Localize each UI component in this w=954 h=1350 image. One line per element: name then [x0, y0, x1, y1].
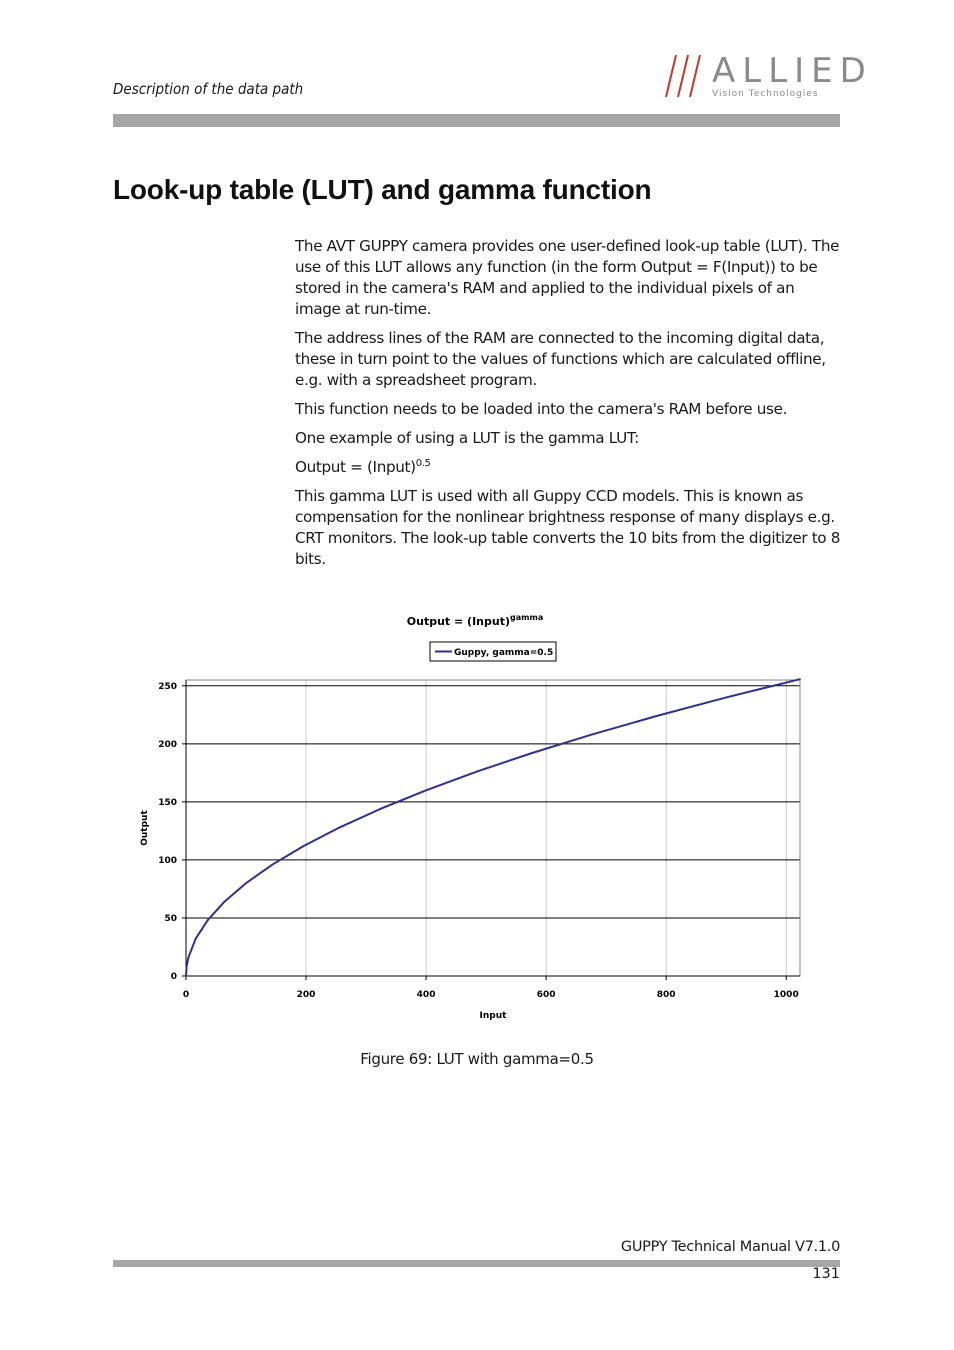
body-text — [295, 236, 843, 578]
series-point — [656, 715, 658, 717]
series-point — [186, 966, 188, 968]
paragraph-address-lines: The address lines of the RAM are connected to the incoming digital data, these in turn point to the values of functions which are calculated offline, e.g. with a spreadsheet program. — [295, 329, 826, 389]
y-tick-label: 250 — [158, 681, 177, 692]
series-point — [476, 771, 478, 773]
running-header-section: Description of the data path — [113, 80, 304, 98]
logo-slashes-icon — [664, 55, 710, 99]
x-tick-label: 1000 — [773, 990, 799, 1000]
gamma-chart — [130, 600, 820, 1030]
x-axis-label: Input — [479, 1011, 507, 1021]
y-tick-label: 200 — [158, 739, 177, 750]
series-point — [339, 827, 341, 829]
allied-logo — [664, 51, 873, 101]
x-tick-label: 200 — [296, 990, 316, 1000]
chart-title — [407, 613, 543, 628]
paragraph-lut-intro: The AVT GUPPY camera provides one user-defined look-up table (LUT). The use of this LUT allows any function (in the form Output = F(Input)) to be stored in the camera's RAM and applied to the individual pixels of an image at run-time. — [295, 237, 840, 318]
series-point — [425, 789, 427, 791]
legend-label: Guppy, gamma=0.5 — [454, 648, 554, 658]
series-point — [531, 752, 533, 754]
y-tick-label: 50 — [164, 913, 177, 924]
x-tick-label: 400 — [416, 990, 436, 1000]
logo-word: ALLIED — [712, 51, 873, 91]
y-tick-label: 150 — [158, 797, 177, 808]
formula-base: Output = (Input) — [295, 458, 416, 476]
y-axis-label: Output — [140, 810, 150, 846]
series-point — [195, 938, 197, 940]
series-point — [725, 697, 727, 699]
footer-manual-title: GUPPY Technical Manual V7.1.0 — [620, 1239, 840, 1255]
series-point — [303, 845, 305, 847]
page-heading: Look-up table (LUT) and gamma function — [113, 174, 652, 205]
series-point — [245, 882, 247, 884]
series-point — [380, 808, 382, 810]
chart-title-base: Output = (Input) — [406, 615, 511, 628]
x-tick-label: 600 — [536, 990, 556, 1000]
paragraph-compensation: This gamma LUT is used with all Guppy CCD models. This is known as compensation for the nonlinear brightness response of many displays e.g. CRT monitors. The look-up table converts the 10 bits from the digitizer to 8 bits. — [295, 487, 841, 568]
page-number: 131 — [812, 1266, 840, 1282]
series-point — [799, 678, 801, 680]
x-tick-label: 0 — [182, 990, 190, 1000]
series-line — [186, 679, 800, 976]
paragraph-gamma-example: One example of using a LUT is the gamma LUT: — [295, 429, 639, 447]
y-tick-label: 100 — [158, 855, 177, 866]
header-rule — [113, 114, 840, 127]
logo-subtitle: Vision Technologies — [712, 89, 819, 99]
x-tick-label: 800 — [656, 990, 676, 1000]
gamma-chart-svg — [130, 600, 820, 1030]
series-point — [185, 975, 187, 977]
chart-title-superscript: gamma — [510, 613, 544, 622]
plot-frame — [186, 680, 800, 976]
y-tick-label: 0 — [170, 972, 177, 982]
figure-caption: Figure 69: LUT with gamma=0.5 — [360, 1050, 594, 1068]
series-point — [591, 734, 593, 736]
series-point — [224, 901, 226, 903]
series-point — [207, 919, 209, 921]
formula-exponent: 0.5 — [415, 458, 431, 469]
formula-line — [295, 457, 843, 478]
series-point — [188, 957, 190, 959]
paragraph-load-ram: This function needs to be loaded into the camera's RAM before use. — [295, 400, 788, 418]
series-point — [272, 864, 274, 866]
footer-rule — [113, 1260, 840, 1267]
